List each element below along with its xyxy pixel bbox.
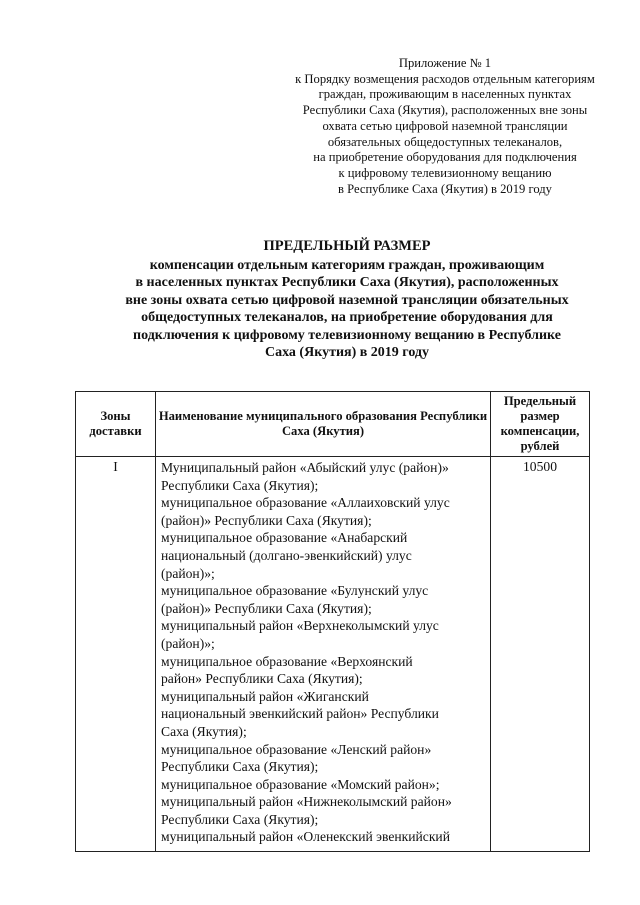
header-limit: Предельный размер компенсации, рублей xyxy=(491,392,590,457)
municipality-line: муниципальное образование «Момский район»; xyxy=(161,776,440,792)
municipality-line: район» Республики Саха (Якутия); xyxy=(161,671,363,687)
municipality-line: Республики Саха (Якутия); xyxy=(161,811,319,827)
municipality-line: Саха (Якутия); xyxy=(161,723,247,739)
appendix-line: к Порядку возмещения расходов отдельным категориям xyxy=(295,71,595,86)
municipality-list xyxy=(156,457,491,852)
municipality-line: Республики Саха (Якутия); xyxy=(161,477,319,493)
title-heading: ПРЕДЕЛЬНЫЙ РАЗМЕР xyxy=(263,238,431,254)
municipality-line: муниципальный район «Жиганский xyxy=(161,688,369,704)
appendix-line: к цифровому телевизионному вещанию xyxy=(338,165,552,180)
municipality-line: (район)»; xyxy=(161,565,215,581)
title-line: в населенных пунктах Республики Саха (Якутия), расположенных xyxy=(135,275,559,290)
municipality-line: (район)» Республики Саха (Якутия); xyxy=(161,600,372,616)
header-municipality: Наименование муниципального образования Республики Саха (Якутия) xyxy=(156,392,491,457)
appendix-note xyxy=(278,56,612,197)
appendix-line: обязательных общедоступных телеканалов, xyxy=(327,134,563,149)
table-header-row xyxy=(76,392,590,457)
municipality-line: муниципальное образование «Булунский улус xyxy=(161,583,429,599)
municipality-line: (район)»; xyxy=(161,635,215,651)
municipality-line: муниципальный район «Оленекский эвенкийский xyxy=(161,829,450,845)
municipality-line: муниципальный район «Нижнеколымский район» xyxy=(161,794,452,810)
table-row xyxy=(76,457,590,852)
municipality-line: национальный (долгано-эвенкийский) улус xyxy=(161,547,412,563)
appendix-line: Республики Саха (Якутия), расположенных вне зоны xyxy=(302,103,588,118)
municipality-line: Республики Саха (Якутия); xyxy=(161,759,319,775)
zone-number: I xyxy=(76,457,156,852)
compensation-table xyxy=(75,391,590,852)
title-line: компенсации отдельным категориям граждан, проживающим xyxy=(149,257,545,273)
title-line: Саха (Якутия) в 2019 году xyxy=(265,345,429,360)
appendix-line: в Республике Саха (Якутия) в 2019 году xyxy=(338,181,552,196)
municipality-line: Муниципальный район «Абыйский улус (район)» xyxy=(161,460,449,475)
title-line: подключения к цифровому телевизионному вещанию в Республике xyxy=(133,327,561,343)
municipality-line: муниципальное образование «Анабарский xyxy=(161,530,408,546)
appendix-line: охвата сетью цифровой наземной трансляции xyxy=(322,118,568,133)
appendix-line: на приобретение оборудования для подключения xyxy=(313,150,577,165)
appendix-line: Приложение № 1 xyxy=(398,56,492,70)
appendix-line: граждан, проживающим в населенных пунктах xyxy=(318,87,572,102)
title-line: вне зоны охвата сетью цифровой наземной трансляции обязательных xyxy=(125,292,569,308)
municipality-line: муниципальный район «Верхнеколымский улус xyxy=(161,618,439,634)
municipality-line: национальный эвенкийский район» Республики xyxy=(161,706,439,722)
municipality-line: муниципальное образование «Аллаиховский улус xyxy=(161,495,450,511)
municipality-line: (район)» Республики Саха (Якутия); xyxy=(161,512,372,528)
municipality-line: муниципальное образование «Верхоянский xyxy=(161,653,413,669)
title-line: общедоступных телеканалов, на приобретение оборудования для xyxy=(141,310,553,325)
compensation-limit: 10500 xyxy=(491,457,590,852)
header-zone: Зоны доставки xyxy=(76,392,156,457)
document-title xyxy=(98,238,596,362)
municipality-line: муниципальное образование «Ленский район» xyxy=(161,741,432,757)
